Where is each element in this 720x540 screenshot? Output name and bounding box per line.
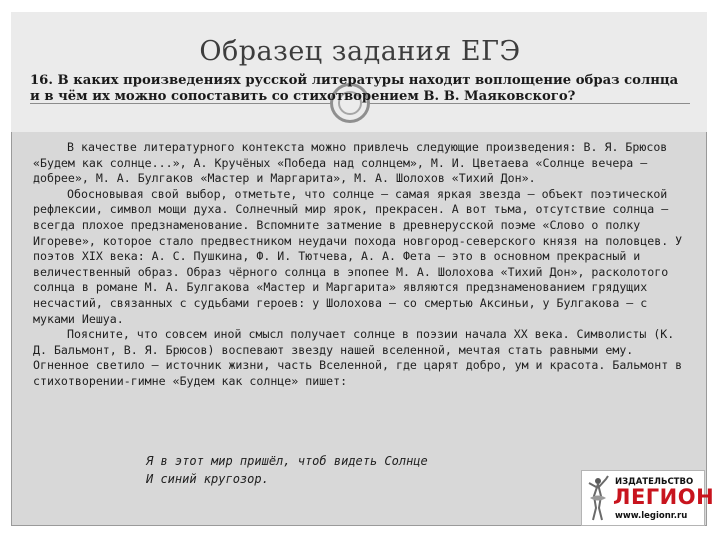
answer-body <box>33 140 693 390</box>
publisher-logo <box>581 470 715 526</box>
quote-line-1: Я в этот мир пришёл, чтоб видеть Солнце <box>146 454 428 468</box>
answer-paragraph-1: В качестве литературного контекста можно привлечь следующие произведения: В. Я. Брюсов «Будем как солнце...», А. Кручёных «Победа над солнцем», М. И. Цветаева «Солнце вечера – добрее», М. А. Булгаков «Мастер и Маргарита», М. А. Шолохов «Тихий Дон». <box>33 140 668 186</box>
answer-paragraph-2: Обосновывая свой выбор, отметьте, что солнце – самая яркая звезда – объект поэтической рефлексии, символ мощи духа. Солнечный мир ярок, прекрасен. А вот тьма, отсутствие солнца – всегда плохое предзнаменование. Вспомните затмение в древнерусской поэме «Слово о полку Игореве», которое стало предвестником неудачи похода новгород-северского князя на половцев. У поэтов XIX века: А. С. Пушкина, Ф. И. Тютчева, А. А. Фета – это в основном прекрасный и величественный образ. Образ чёрного солнца в эпопее М. А. Шолохова «Тихий Дон», расколотого солнца в романе М. А. Булгакова «Мастер и Маргарита» являются предзнаменованием грядущих несчастий, связанных с судьбами героев: у Шолохова – со смертью Аксиньи, у Булгакова – с муками Иешуа. <box>33 186 683 326</box>
question-text: 16. В каких произведениях русской литературы находит воплощение образ солнца и в чём их можно сопоставить со стихотворением В. В. Маяковского? <box>30 73 679 104</box>
logo-publisher-label: ИЗДАТЕЛЬСТВО <box>615 477 694 487</box>
quote-line-2: И синий кругозор. <box>146 472 269 486</box>
answer-paragraph-3: Поясните, что совсем иной смысл получает солнце в поэзии начала XX века. Символисты (К. Д. Бальмонт, В. Я. Брюсов) воспевают звезду нашей вселенной, мечтая стать равными ему. Огненное светило – источник жизни, часть Вселенной, где царят добро, ум и красота. Бальмонт в стихотворении-гимне «Будем как солнце» пишет: <box>33 327 683 388</box>
logo-brand-name: ЛЕГИОН <box>613 485 715 509</box>
slide-title: Образец задания ЕГЭ <box>199 36 521 67</box>
poem-quote <box>146 452 428 488</box>
warrior-figure-icon <box>586 474 610 522</box>
logo-website: www.legionr.ru <box>615 511 688 521</box>
